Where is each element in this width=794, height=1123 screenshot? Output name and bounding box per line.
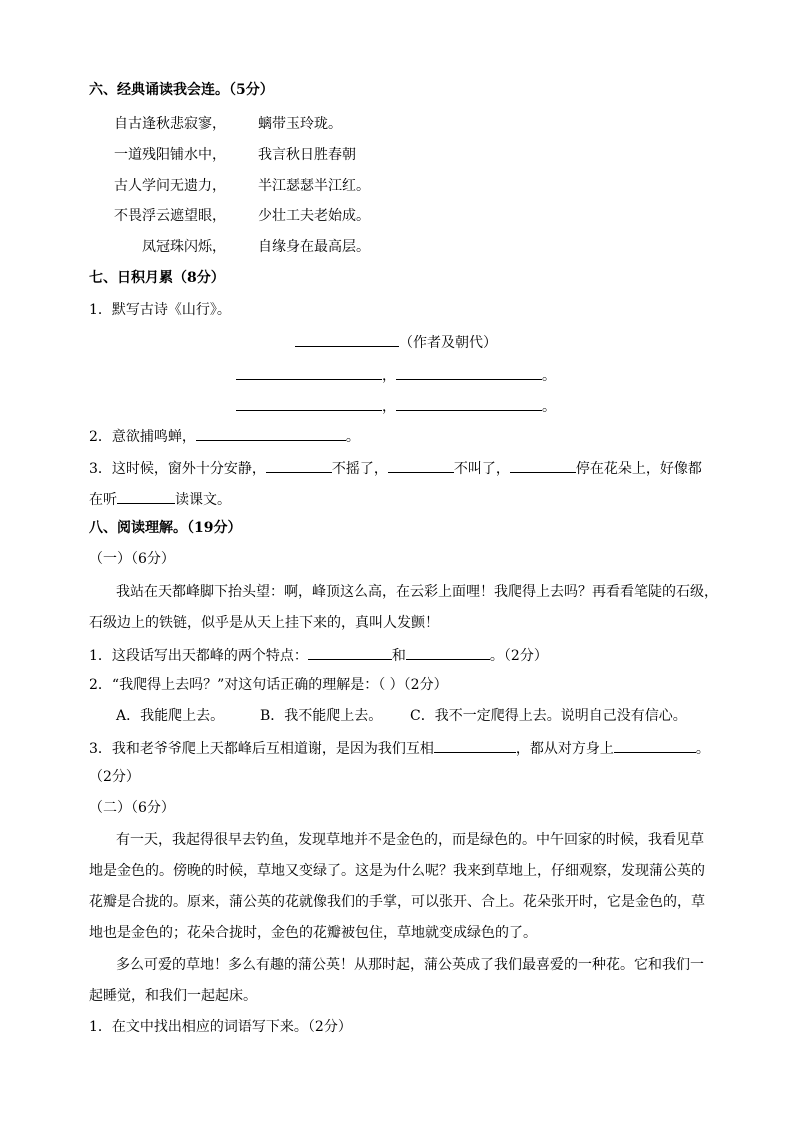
poem-left-2: 一道残阳铺水中， [114, 147, 226, 163]
part2-title: （二）（6分） [89, 800, 175, 816]
part1-q3 [89, 737, 710, 757]
poem-blank-1a[interactable] [236, 364, 382, 380]
poem-left-4: 不畏浮云遮望眼， [114, 208, 226, 224]
q3-blank-2[interactable] [388, 457, 454, 473]
section6-heading: 六、经典诵读我会连。（5分） [89, 82, 274, 98]
q3-text-e: 在听 [89, 492, 117, 508]
poem-blank-line-2 [236, 395, 556, 415]
poem-left-5: 凤冠珠闪烁， [142, 239, 226, 255]
q3-blank-1[interactable] [266, 457, 332, 473]
p1q3-text-b: ，都从对方身上 [515, 741, 614, 757]
p1q1-blank-1[interactable] [308, 644, 392, 660]
part2-paragraph-line1: 有一天，我起得很早去钓鱼，发现草地并不是金色的，而是绿色的。中午回家的时候，我看见草 [116, 832, 704, 848]
p1q3-text-c: 。 [695, 741, 710, 757]
q2-blank[interactable] [196, 425, 346, 441]
part2-paragraph-line2: 地是金色的。傍晚的时候，草地又变绿了。这是为什么呢？我来到草地上，仔细观察，发现蒲公英的 [89, 863, 705, 879]
q2-option-b: B．我不能爬上去。 [260, 708, 383, 724]
poem-blank-2a[interactable] [236, 395, 382, 411]
poem-right-1: 螭带玉玲珑。 [258, 116, 342, 132]
p1q1-text-c: 。（2分） [489, 648, 548, 664]
poem-left-1: 自古逢秋悲寂寥， [114, 116, 226, 132]
poem-blank-line-1 [236, 364, 556, 384]
q3-blank-4[interactable] [117, 488, 175, 504]
q3-text-f: 读课文。 [175, 492, 231, 508]
p1q3-blank-1[interactable] [434, 737, 516, 753]
poem-left-3: 古人学问无遗力， [114, 178, 226, 194]
p1q3-blank-2[interactable] [614, 737, 696, 753]
comma: ， [382, 368, 396, 384]
part1-q2: 2．“我爬得上去吗？”对这句话正确的理解是：（ ）（2分） [89, 677, 448, 693]
poem-right-4: 少壮工夫老始成。 [258, 208, 370, 224]
part1-paragraph-line2: 石级边上的铁链，似乎是从天上挂下来的，真叫人发颤！ [89, 615, 439, 631]
period: 。 [542, 399, 556, 415]
p1q1-text-b: 和 [391, 648, 406, 664]
part2-q1: 1．在文中找出相应的词语写下来。（2分） [89, 1019, 352, 1035]
p1q3-text-a: 3．我和老爷爷爬上天都峰后互相道谢，是因为我们互相 [89, 741, 434, 757]
q2-option-c: C．我不一定爬得上去。说明自己没有信心。 [410, 708, 687, 724]
part1-title: （一）（6分） [89, 551, 175, 567]
q2-option-a: A．我能爬上去。 [116, 708, 225, 724]
p1q1-text-a: 1．这段话写出天都峰的两个特点： [89, 648, 308, 664]
section7-q3-line2 [89, 488, 231, 508]
q3-text-b: 不摇了， [331, 461, 388, 477]
period: 。 [542, 368, 556, 384]
comma: ， [382, 399, 396, 415]
part2-paragraph-line3: 花瓣是合拢的。原来，蒲公英的花就像我们的手掌，可以张开、合上。花朵张开时，它是金色的，草 [89, 894, 705, 910]
p1q1-blank-2[interactable] [406, 644, 490, 660]
part2-paragraph-line6: 起睡觉，和我们一起起床。 [89, 988, 257, 1004]
section7-heading: 七、日积月累（8分） [89, 270, 225, 286]
part1-q1 [89, 644, 548, 664]
part2-paragraph-line5: 多么可爱的草地！多么有趣的蒲公英！从那时起，蒲公英成了我们最喜爱的一种花。它和我们一 [116, 957, 704, 973]
part1-paragraph-line1: 我站在天都峰脚下抬头望：啊，峰顶这么高，在云彩上面哩！我爬得上去吗？再看看笔陡的石级， [116, 584, 718, 600]
period: 。 [345, 429, 360, 445]
section7-q2 [89, 425, 360, 445]
section7-q1: 1．默写古诗《山行》。 [89, 302, 231, 318]
q3-text-c: 不叫了， [453, 461, 510, 477]
author-blank[interactable] [295, 331, 399, 347]
q3-text-a: 3．这时候，窗外十分安静， [89, 461, 266, 477]
part1-q3-score: （2分） [89, 769, 140, 785]
part2-paragraph-line4: 地也是金色的；花朵合拢时，金色的花瓣被包住，草地就变成绿色的了。 [89, 925, 537, 941]
q3-blank-3[interactable] [510, 457, 576, 473]
poem-blank-1b[interactable] [396, 364, 542, 380]
section8-heading: 八、阅读理解。（19分） [89, 520, 242, 536]
q2-prefix: 2．意欲捕鸣蝉， [89, 429, 196, 445]
poem-right-3: 半江瑟瑟半江红。 [258, 178, 370, 194]
author-line [295, 331, 497, 351]
poem-blank-2b[interactable] [396, 395, 542, 411]
poem-right-2: 我言秋日胜春朝 [258, 147, 356, 163]
q3-text-d: 停在花朵上，好像都 [575, 461, 702, 477]
section7-q3-line1 [89, 457, 702, 477]
poem-right-5: 自缘身在最高层。 [258, 239, 370, 255]
author-label: （作者及朝代） [399, 335, 497, 351]
